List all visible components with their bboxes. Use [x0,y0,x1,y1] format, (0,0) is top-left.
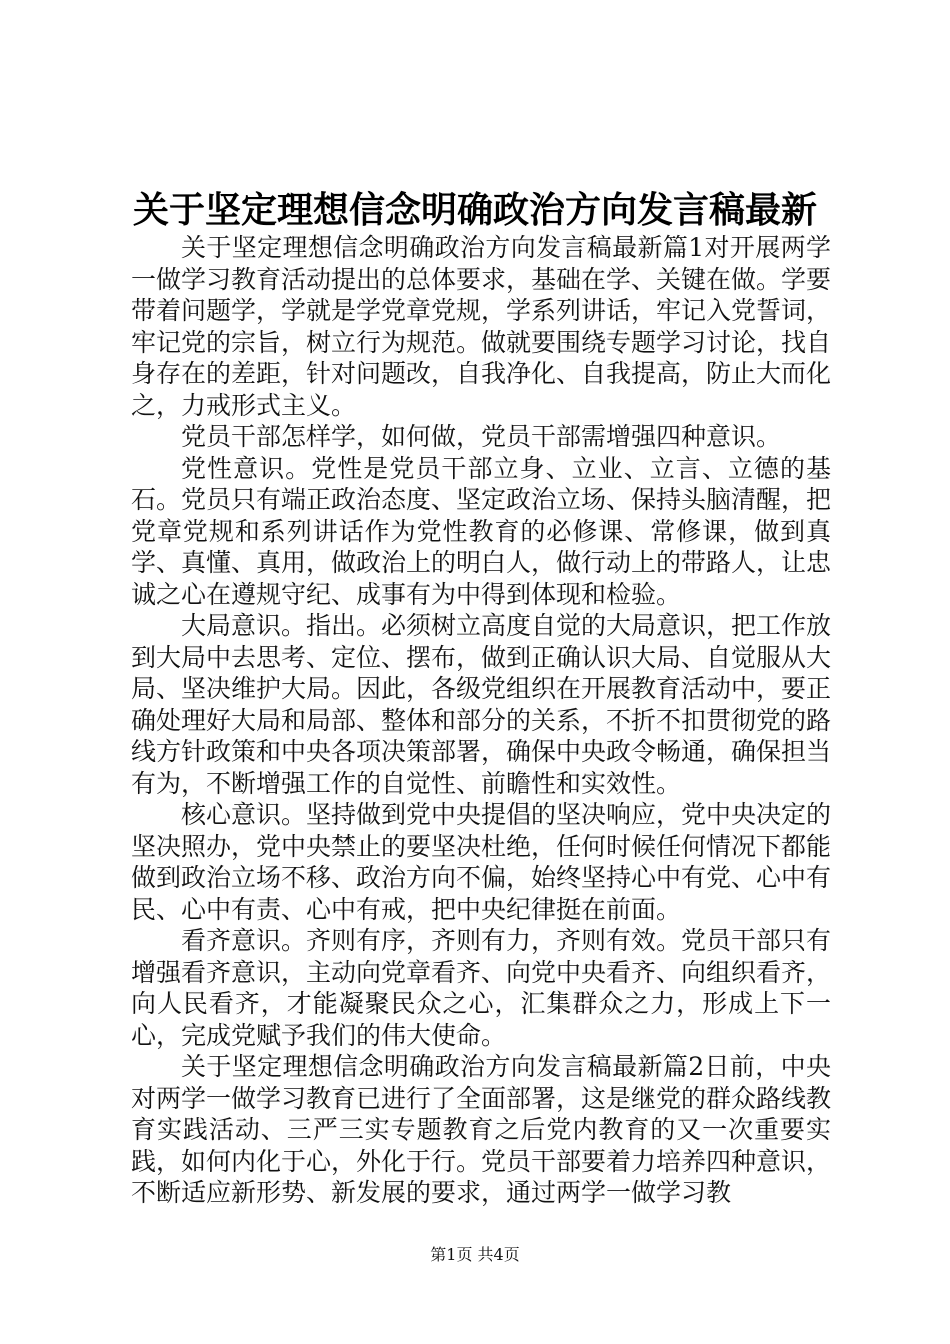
document-title: 关于坚定理想信念明确政治方向发言稿最新 [132,189,817,231]
paragraph: 关于坚定理想信念明确政治方向发言稿最新篇2日前，中央对两学一做学习教育已进行了全面部署，这是继党的群众路线教育实践活动、三严三实专题教育之后党内教育的又一次重要实践，如何内化于心，外化于行。党员干部要着力培养四种意识，不断适应新形势、新发展的要求，通过两学一做学习教 [131,1052,832,1207]
paragraph: 看齐意识。齐则有序，齐则有力，齐则有效。党员干部只有增强看齐意识，主动向党章看齐、向党中央看齐、向组织看齐，向人民看齐，才能凝聚民众之心，汇集群众之力，形成上下一心，完成党赋予我们的伟大使命。 [131,926,832,1050]
paragraph: 党员干部怎样学，如何做，党员干部需增强四种意识。 [181,422,782,451]
paragraph: 关于坚定理想信念明确政治方向发言稿最新篇1对开展两学一做学习教育活动提出的总体要求，基础在学、关键在做。学要带着问题学，学就是学党章党规，学系列讲话，牢记入党誓词，牢记党的宗旨，树立行为规范。做就要围绕专题学习讨论，找自身存在的差距，针对问题改，自我净化、自我提高，防止大而化之，力戒形式主义。 [131,233,832,420]
document-body [131,232,831,1209]
paragraph: 大局意识。指出。必须树立高度自觉的大局意识，把工作放到大局中去思考、定位、摆布，做到正确认识大局、自觉服从大局、坚决维护大局。因此，各级党组织在开展教育活动中，要正确处理好大局和局部、整体和部分的关系，不折不扣贯彻党的路线方针政策和中央各项决策部署，确保中央政令畅通，确保担当有为，不断增强工作的自觉性、前瞻性和实效性。 [131,611,832,798]
paragraph: 核心意识。坚持做到党中央提倡的坚决响应，党中央决定的坚决照办，党中央禁止的要坚决杜绝，任何时候任何情况下都能做到政治立场不移、政治方向不偏，始终坚持心中有党、心中有民、心中有责、心中有戒，把中央纪律挺在前面。 [131,800,832,924]
paragraph: 党性意识。党性是党员干部立身、立业、立言、立德的基石。党员只有端正政治态度、坚定政治立场、保持头脑清醒，把党章党规和系列讲话作为党性教育的必修课、常修课，做到真学、真懂、真用，做政治上的明白人，做行动上的带路人，让忠诚之心在遵规守纪、成事有为中得到体现和检验。 [131,453,832,609]
page-number-footer: 第1页 共4页 [430,1245,520,1264]
